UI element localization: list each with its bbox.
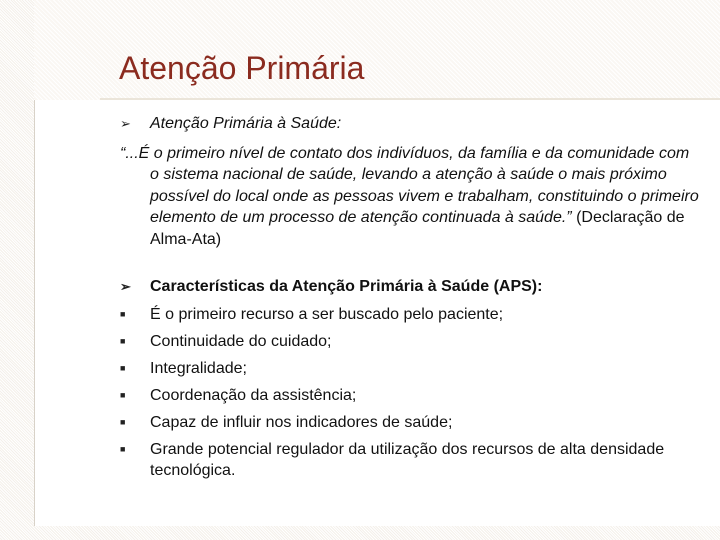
square-bullet-icon: ■	[120, 362, 126, 373]
list-item-text: Grande potencial regulador da utilização dos recursos de alta densidade tecnológica.	[150, 440, 665, 479]
square-bullet-icon: ■	[120, 416, 126, 427]
slide-title: Atenção Primária	[119, 50, 365, 86]
bottom-decorative-band	[34, 526, 720, 540]
list-item-text: Integralidade;	[150, 359, 247, 377]
characteristics-list	[120, 304, 700, 482]
characteristics-heading: Características da Atenção Primária à Saúde (APS):	[150, 278, 543, 295]
left-decorative-band	[0, 0, 34, 540]
square-bullet-icon: ■	[120, 335, 126, 346]
square-bullet-icon: ■	[120, 308, 126, 319]
square-bullet-icon: ■	[120, 443, 126, 454]
list-item-text: Continuidade do cuidado;	[150, 332, 332, 350]
intro-heading: Atenção Primária à Saúde:	[150, 115, 342, 132]
arrow-bullet-icon: ➢	[120, 279, 131, 294]
arrow-bullet-icon: ➢	[120, 116, 131, 131]
list-item	[120, 439, 700, 482]
intro-bullet	[120, 113, 700, 135]
quote-text: “...É o primeiro nível de contato dos indivíduos, da família e da comunidade com o sistema nacional de saúde, levando a atenção à saúde o mais próximo possível do local onde as pessoas vivem e trabalham, constituindo o primeiro elemento de um processo de atenção continuada à saúde.”	[120, 144, 699, 226]
list-item-text: É o primeiro recurso a ser buscado pelo paciente;	[150, 305, 504, 323]
characteristics-bullet	[120, 276, 700, 298]
slide-content	[120, 113, 700, 482]
quote-source: (Declaração de Alma-Ata)	[150, 209, 685, 248]
list-item	[120, 304, 700, 326]
definition-quote	[120, 143, 700, 251]
list-item	[120, 412, 700, 434]
list-item-text: Coordenação da assistência;	[150, 386, 357, 404]
list-item	[120, 385, 700, 407]
list-item-text: Capaz de influir nos indicadores de saúde;	[150, 413, 453, 431]
title-divider	[100, 98, 720, 100]
square-bullet-icon: ■	[120, 389, 126, 400]
list-item	[120, 358, 700, 380]
list-item	[120, 331, 700, 353]
